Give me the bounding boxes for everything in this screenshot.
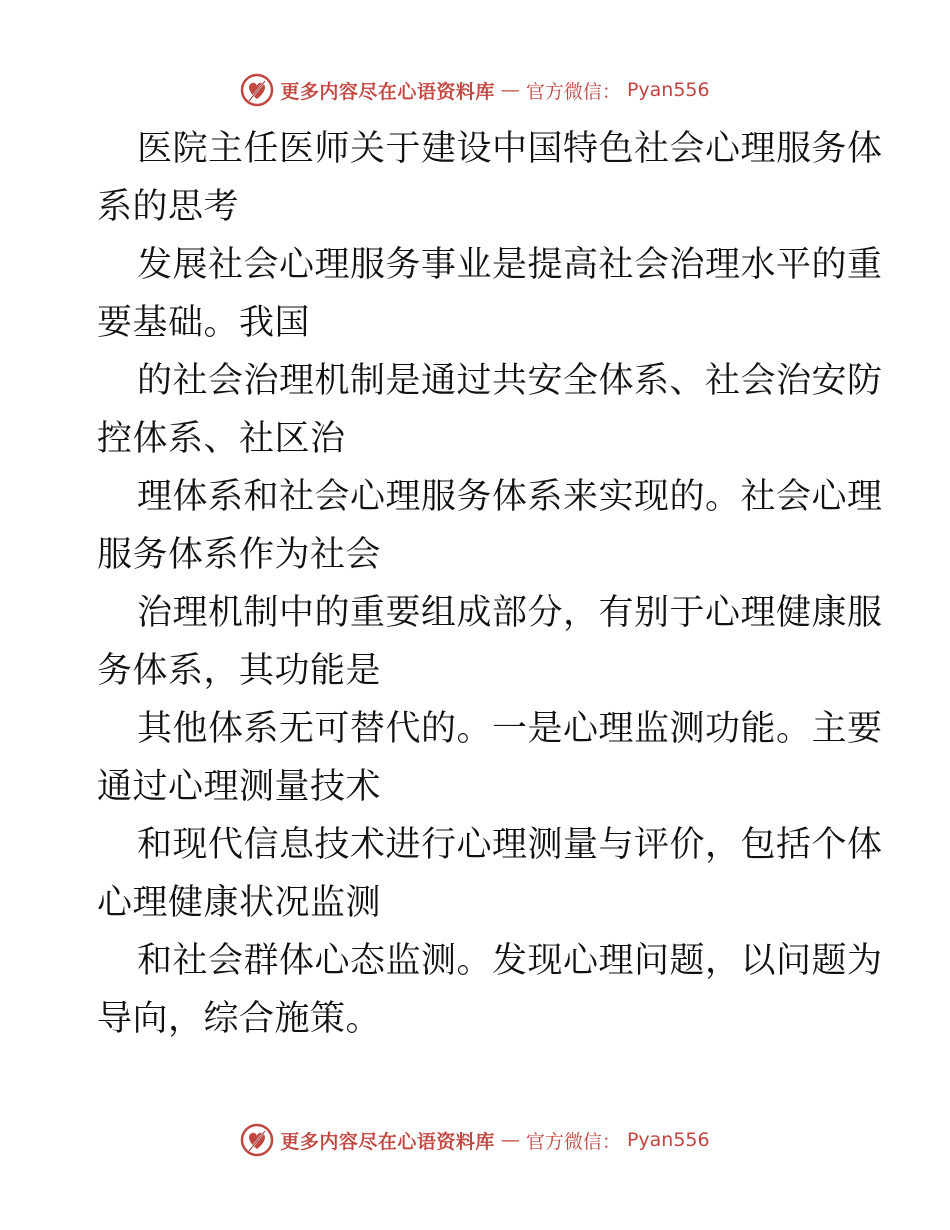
footer-wechat-id: Pyan556	[626, 1129, 710, 1151]
paragraph-line: 要基础。我国	[97, 303, 311, 343]
paragraph-line: 的社会治理机制是通过共安全体系、社会治安防	[137, 361, 883, 401]
paragraph-line: 发展社会心理服务事业是提高社会治理水平的重	[137, 245, 883, 285]
paragraph-line: 理体系和社会心理服务体系来实现的。社会心理	[137, 477, 883, 517]
page-header	[0, 70, 950, 110]
red-heart-logo-icon	[240, 73, 274, 107]
title-line-2: 系的思考	[97, 187, 240, 227]
footer-brand-text: 更多内容尽在心语资料库	[280, 1130, 495, 1153]
paragraph-line: 心理健康状况监测	[97, 883, 382, 923]
header-wechat-id: Pyan556	[626, 79, 710, 101]
paragraph-line: 导向，综合施策。	[97, 999, 382, 1039]
red-heart-logo-icon	[240, 1123, 274, 1157]
footer-wechat-label: 官方微信：	[525, 1130, 621, 1153]
title-line-1: 医院主任医师关于建设中国特色社会心理服务体	[137, 129, 883, 169]
page-footer	[0, 1120, 950, 1160]
paragraph-line: 其他体系无可替代的。一是心理监测功能。主要	[137, 709, 883, 749]
footer-banner	[240, 1123, 709, 1157]
header-banner	[240, 73, 709, 107]
header-wechat-label: 官方微信：	[525, 80, 621, 103]
paragraph-line: 和现代信息技术进行心理测量与评价，包括个体	[137, 825, 883, 865]
paragraph-line: 服务体系作为社会	[97, 535, 382, 575]
paragraph-line: 控体系、社区治	[97, 419, 346, 459]
paragraph-line: 通过心理测量技术	[97, 767, 382, 807]
paragraph-line: 务体系，其功能是	[97, 651, 382, 691]
paragraph-line: 和社会群体心态监测。发现心理问题，以问题为	[137, 941, 883, 981]
paragraph-line: 治理机制中的重要组成部分，有别于心理健康服	[137, 593, 883, 633]
document-body	[97, 120, 883, 1048]
header-brand-text: 更多内容尽在心语资料库	[280, 80, 495, 103]
header-dash: —	[500, 79, 520, 101]
footer-dash: —	[500, 1129, 520, 1151]
